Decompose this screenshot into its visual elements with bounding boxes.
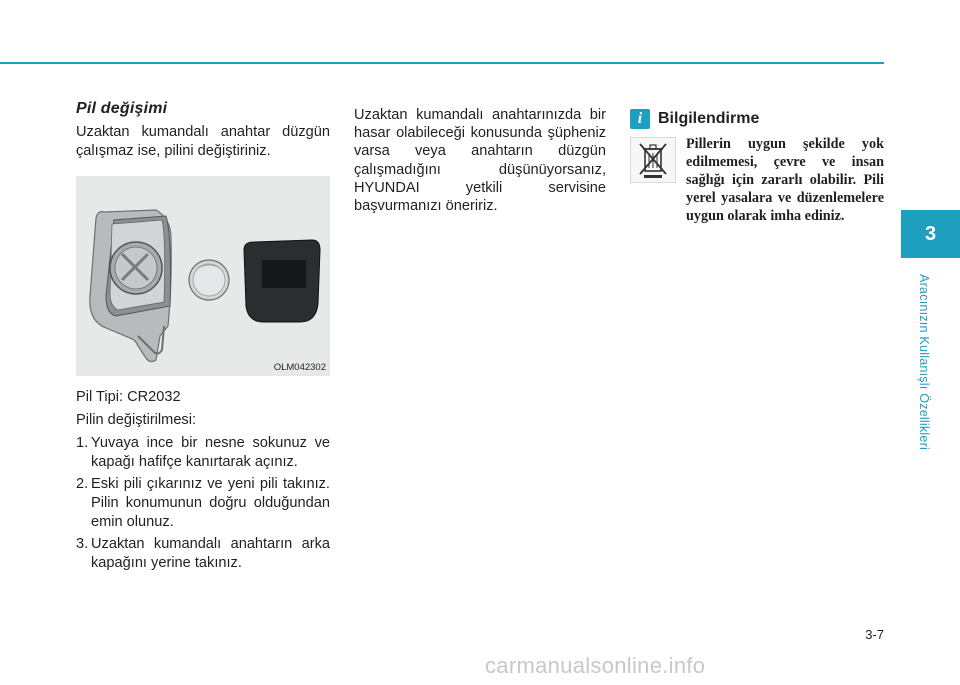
info-body [630,135,884,225]
chapter-number-tab: 3 [901,210,960,258]
steps-list [76,434,330,573]
info-title: Bilgilendirme [658,110,760,127]
middle-column [354,106,606,215]
figure-code: OLM042302 [273,362,326,373]
list-item: 2. Eski pili çıkarınız ve yeni pili takınız. Pilin konumunun doğru olduğundan emin olunuz. [76,476,330,530]
key-battery-figure [76,176,330,376]
left-column [76,100,330,576]
service-paragraph: Uzaktan kumandalı anahtarınızda bir hasar olabileceği konusunda şüpheniz varsa veya anahtarın düzgün çalışmadığını düşünüyorsanız, HYUNDAI yetkili servisine başvurmanızı öneririz. [354,107,606,215]
chapter-title: Aracınızın Kullanışlı Özellikleri [917,274,931,450]
intro-paragraph: Uzaktan kumandalı anahtar düzgün çalışmaz ise, pilini değiştiriniz. [76,124,330,159]
crossed-bin-icon [630,137,676,183]
header-rule [0,62,884,64]
info-box [630,109,884,225]
battery-type: Pil Tipi: CR2032 [76,389,181,405]
key-battery-illustration [76,176,330,376]
chapter-title-tab [911,262,937,462]
page-number: 3-7 [865,627,884,642]
watermark: carmanualsonline.info [485,653,706,678]
info-icon: i [630,109,650,129]
replacement-heading: Pilin değiştirilmesi: [76,412,197,428]
section-title: Pil değişimi [76,100,168,117]
list-item: 3. Uzaktan kumandalı anahtarın arka kapağını yerine takınız. [76,536,330,571]
list-item: 1. Yuvaya ince bir nesne sokunuz ve kapağı hafifçe kanırtarak açınız. [76,435,330,470]
info-header [630,109,884,129]
info-text: Pillerin uygun şekilde yok edilmemesi, çevre ve insan sağlığı için zararlı olabilir. Pili yerel yasalara ve düzenlemelere uygun olarak imha ediniz. [686,136,884,224]
